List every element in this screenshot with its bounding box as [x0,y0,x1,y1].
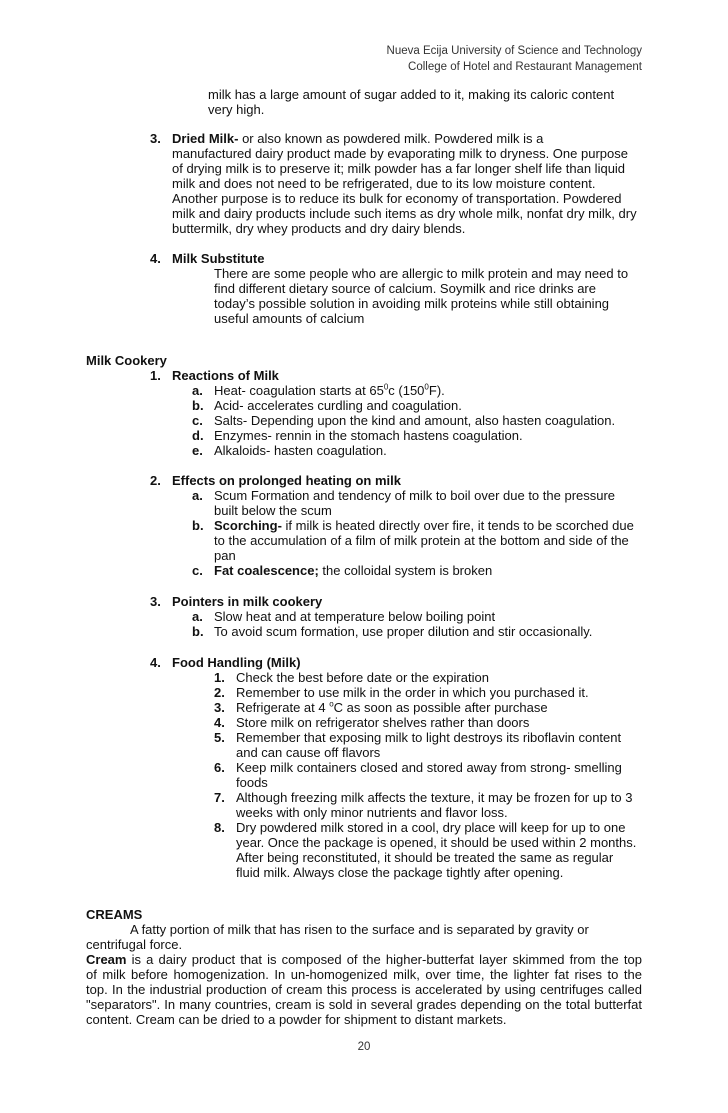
reaction-a-letter: a. [192,383,203,398]
handling-title: Food Handling (Milk) [172,655,301,670]
creams-heading: CREAMS [86,907,143,922]
effect-b-line-3: pan [214,548,236,563]
effect-c-letter: c. [192,563,203,578]
handling-3-pre: Refrigerate at 4 [236,700,330,715]
cream-para-line-4: "separators". In many countries, cream is sold in several grades depending on the total butterfat [86,997,642,1012]
reaction-a-mid: c (150 [388,383,425,398]
dried-milk-line-4: milk and does not need to be refrigerated, due to its low moisture content. [172,176,596,191]
handling-1-number: 1. [214,670,225,685]
substitute-line-2: find different dietary source of calcium. Soymilk and rice drinks are [214,281,596,296]
dried-milk-title: Dried Milk- [172,131,239,146]
handling-5-number: 5. [214,730,225,745]
dried-milk-number: 3. [150,131,161,146]
handling-3-post: C as soon as possible after purchase [333,700,548,715]
reaction-e-text: Alkaloids- hasten coagulation. [214,443,387,458]
handling-2-number: 2. [214,685,225,700]
reaction-a-pre: Heat- coagulation starts at 65 [214,383,384,398]
reaction-e-letter: e. [192,443,203,458]
handling-6-number: 6. [214,760,225,775]
header-institution: Nueva Ecija University of Science and Technology [386,45,642,57]
handling-5-line-1: Remember that exposing milk to light destroys its riboflavin content [236,730,622,745]
effect-a-line-2: built below the scum [214,503,332,518]
reactions-number: 1. [150,368,161,383]
effect-c-bold: Fat coalescence; [214,563,319,578]
effect-b-text-0: if milk is heated directly over fire, it tends to be scorched due [281,518,634,533]
continuation-line-1: milk has a large amount of sugar added to it, making its caloric content [208,87,615,102]
substitute-title: Milk Substitute [172,251,265,266]
dried-milk-line-6: milk and dairy products include such items as dry whole milk, nonfat dry milk, dry [172,206,637,221]
dried-milk-line-2: manufactured dairy product made by evaporating milk to dryness. One purpose [172,146,628,161]
effect-c-line [214,563,492,578]
substitute-line-4: useful amounts of calcium [214,311,365,326]
handling-2-text: Remember to use milk in the order in which you purchased it. [236,685,589,700]
creams-intro-line-2: centrifugal force. [86,937,183,952]
dried-milk-line-1 [172,131,543,146]
cream-para-line-1 [86,952,642,967]
pointer-b-text: To avoid scum formation, use proper dilution and stir occasionally. [214,624,593,639]
pointer-b-letter: b. [192,624,204,639]
handling-4-number: 4. [214,715,225,730]
handling-8-line-2: year. Once the package is opened, it should be used within 2 months. [236,835,637,850]
cream-para-line-2: of milk before homogenization. In un-homogenized milk, over time, the lighter fat rises to the [86,967,642,982]
handling-4-text: Store milk on refrigerator shelves rather than doors [236,715,530,730]
header-college: College of Hotel and Restaurant Management [408,61,642,73]
reaction-a-post: F). [428,383,445,398]
page-number: 20 [357,1041,371,1053]
effect-a-line-1: Scum Formation and tendency of milk to boil over due to the pressure [214,488,616,503]
effect-b-line-2: to the accumulation of a film of milk protein at the bottom and side of the [214,533,629,548]
reaction-b-text: Acid- accelerates curdling and coagulation. [214,398,462,413]
handling-3-number: 3. [214,700,225,715]
reaction-b-letter: b. [192,398,204,413]
handling-7-line-1: Although freezing milk affects the texture, it may be frozen for up to 3 [236,790,633,805]
dried-milk-line-3: of drying milk is to preserve it; milk powder has a far longer shelf life than liquid [172,161,626,176]
reaction-a-sup1: 0 [383,382,389,392]
substitute-line-1: There are some people who are allergic to milk protein and may need to [214,266,629,281]
pointer-a-text: Slow heat and at temperature below boiling point [214,609,496,624]
dried-milk-line-5: Another purpose is to reduce its bulk for economy of transportation. Powdered [172,191,622,206]
effects-number: 2. [150,473,161,488]
pointers-number: 3. [150,594,161,609]
cream-para-line-3: top. In the industrial production of cream this process is accelerated by using centrifuges called [86,982,642,997]
continuation-line-2: very high. [208,102,265,117]
handling-7-number: 7. [214,790,225,805]
reactions-title: Reactions of Milk [172,368,279,383]
effect-a-letter: a. [192,488,203,503]
substitute-line-3: today’s possible solution in avoiding milk proteins while still obtaining [214,296,610,311]
handling-7-line-2: weeks with only minor nutrients and flavor loss. [236,805,508,820]
effects-title: Effects on prolonged heating on milk [172,473,401,488]
handling-6-line-1: Keep milk containers closed and stored away from strong- smelling [236,760,622,775]
reaction-a-sup2: 0 [424,382,429,392]
handling-3-sup: o [329,699,334,709]
pointer-a-letter: a. [192,609,203,624]
substitute-number: 4. [150,251,161,266]
handling-8-number: 8. [214,820,225,835]
effect-b-letter: b. [192,518,204,533]
reaction-c-text: Salts- Depending upon the kind and amount, also hasten coagulation. [214,413,616,428]
dried-milk-text-0: or also known as powdered milk. Powdered milk is a [238,131,544,146]
creams-intro-line-1: A fatty portion of milk that has risen to the surface and is separated by gravity or [130,922,589,937]
handling-5-line-2: and can cause off flavors [236,745,381,760]
cream-para-text-0: is a dairy product that is composed of the higher-butterfat layer skimmed from the top [126,952,642,967]
handling-6-line-2: foods [236,775,268,790]
effect-b-line-1 [214,518,634,533]
reaction-d-text: Enzymes- rennin in the stomach hastens coagulation. [214,428,523,443]
handling-8-line-3: After being reconstituted, it should be treated the same as regular [236,850,614,865]
effect-b-bold: Scorching- [214,518,282,533]
dried-milk-line-7: buttermilk, dry whey products and dry dairy blends. [172,221,466,236]
cream-bold: Cream [86,952,127,967]
handling-1-text: Check the best before date or the expiration [236,670,489,685]
handling-8-line-4: fluid milk. Always close the package tightly after opening. [236,865,564,880]
effect-c-text: the colloidal system is broken [318,563,493,578]
reaction-a-text [214,383,445,398]
handling-8-line-1: Dry powdered milk stored in a cool, dry place will keep for up to one [236,820,626,835]
pointers-title: Pointers in milk cookery [172,594,323,609]
reaction-d-letter: d. [192,428,204,443]
handling-3-text [236,700,548,715]
cream-para-line-5: content. Cream can be dried to a powder for shipment to distant markets. [86,1012,507,1027]
milk-cookery-heading: Milk Cookery [86,353,167,368]
handling-number: 4. [150,655,161,670]
reaction-c-letter: c. [192,413,203,428]
